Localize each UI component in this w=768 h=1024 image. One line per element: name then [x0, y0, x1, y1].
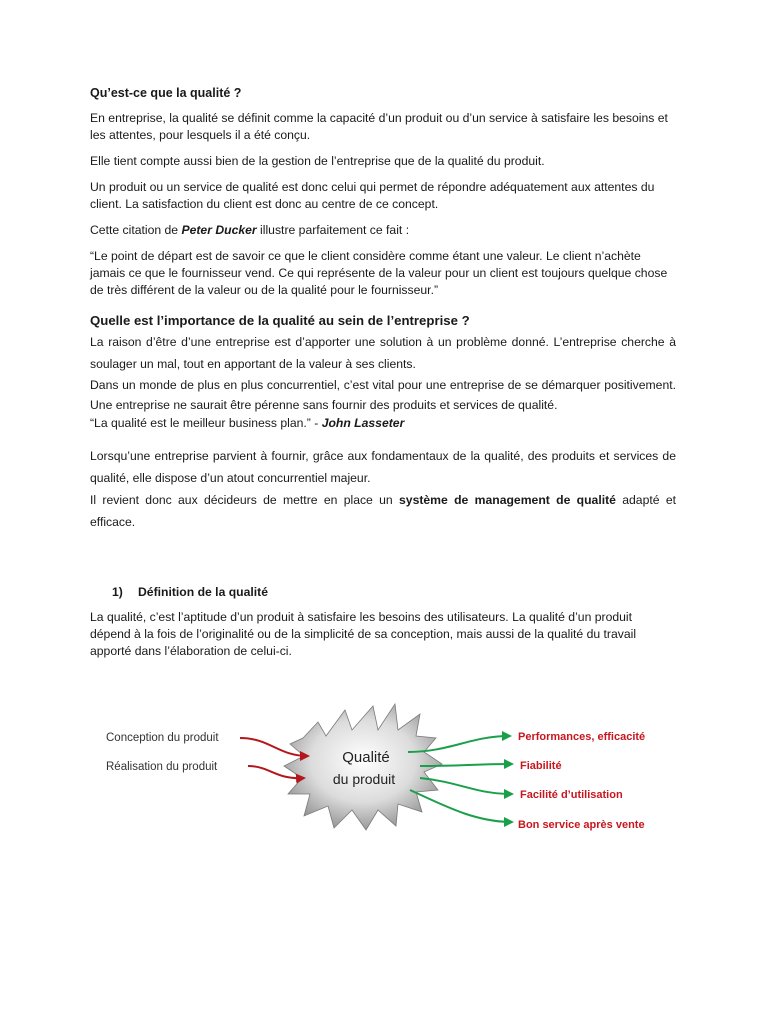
center-label-line1: Qualité [342, 749, 390, 766]
paragraph-citation-intro [90, 222, 676, 239]
quote-paragraph: “Le point de départ est de savoir ce que le client considère comme étant une valeur. Le client n’achète jamais ce que le fournisseur vend. Ce qui représente de la valeur pour un client est toujours quelque chose de très différent de la valeur ou de la qualité pour le fournisseur.” [90, 249, 668, 297]
section-title: Définition de la qualité [138, 585, 269, 599]
heading-importance: Quelle est l’importance de la qualité au sein de l’entreprise ? [90, 313, 470, 328]
paragraph: Elle tient compte aussi bien de la gestion de l’entreprise que de la qualité du produit. [90, 154, 545, 168]
paragraph: Un produit ou un service de qualité est donc celui qui permet de répondre adéquatement aux attentes du client. La satisfaction du client est donc au centre de ce concept. [90, 180, 655, 211]
paragraph: La qualité, c’est l’aptitude d’un produit à satisfaire les besoins des utilisateurs. La qualité d’un produit dépend à la fois de l’originalité ou de la simplicité de sa conception, mais aussi de la qualité du travail apporté dans l’élaboration de celui-ci. [90, 610, 637, 658]
heading-what-is-quality: Qu’est-ce que la qualité ? [90, 86, 242, 100]
paragraph: En entreprise, la qualité se définit comme la capacité d’un produit ou d’un service à satisfaire les besoins et les attentes, pour lesquels il a été conçu. [90, 111, 668, 142]
quote-line [90, 415, 676, 432]
output-arrow-service [410, 790, 512, 822]
output-label-performances: Performances, efficacité [518, 731, 646, 743]
output-label-service: Bon service après vente [518, 819, 645, 831]
heading-definition [112, 585, 676, 599]
text: adapté et efficace. [90, 493, 676, 529]
text: illustre parfaitement ce fait : [256, 223, 410, 237]
quality-diagram [90, 696, 690, 846]
bold-term: système de management de qualité [399, 493, 616, 507]
input-label-conception: Conception du produit [106, 732, 219, 744]
paragraph: Dans un monde de plus en plus concurrentiel, c’est vital pour une entreprise de se démarquer positivement. Une entreprise ne saurait être pérenne sans fournir des produits et services de qualité. [90, 378, 676, 412]
input-label-realisation: Réalisation du produit [106, 761, 218, 773]
text: Cette citation de [90, 223, 182, 237]
center-label-line2: du produit [332, 771, 396, 787]
quality-diagram-svg [90, 696, 690, 846]
quote-text: “La qualité est le meilleur business plan.” - [90, 416, 322, 430]
quote-author: John Lasseter [321, 416, 405, 430]
paragraph: Lorsqu’une entreprise parvient à fournir, grâce aux fondamentaux de la qualité, des produits et services de qualité, elle dispose d’un atout concurrentiel majeur. [90, 449, 676, 485]
section-number: 1) [112, 585, 123, 599]
paragraph: La raison d’être d’une entreprise est d’apporter une solution à un problème donné. L’entreprise cherche à soulager un mal, tout en apportant de la valeur à ses clients. [90, 335, 676, 371]
output-label-fiabilite: Fiabilité [520, 760, 562, 772]
text: Il revient donc aux décideurs de mettre en place un [90, 493, 400, 507]
document-page [90, 86, 676, 669]
starburst-shape [284, 704, 442, 830]
output-label-facilite: Facilité d’utilisation [520, 789, 623, 801]
author-name: Peter Ducker [181, 223, 257, 237]
paragraph [90, 489, 676, 533]
